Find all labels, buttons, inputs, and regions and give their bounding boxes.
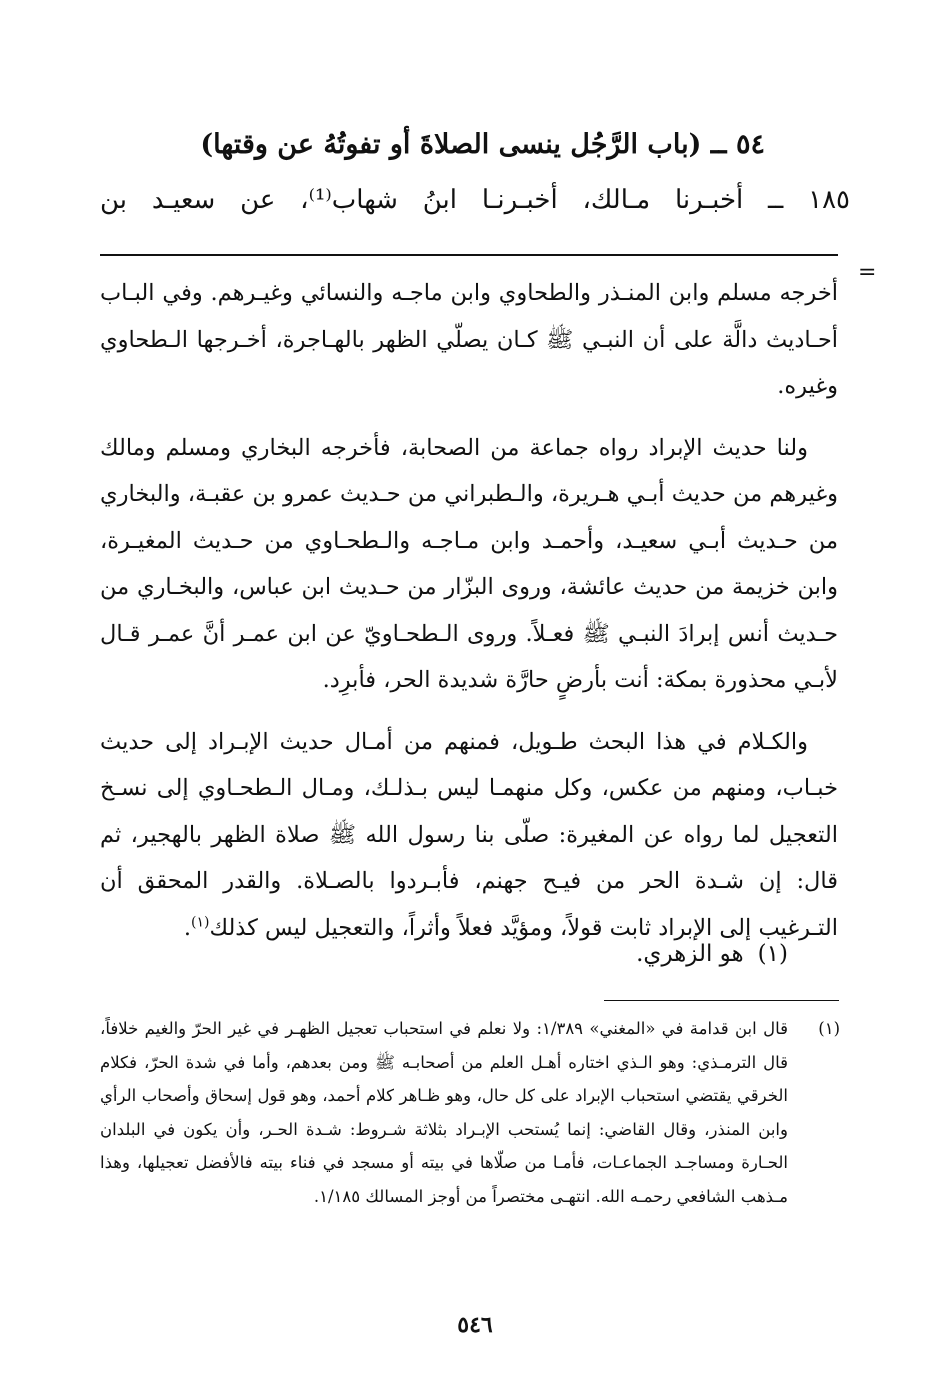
continuation-mark: =: [858, 260, 877, 285]
footnote-text: قال ابن قدامة في «المغني» ١/٣٨٩: ولا نعلم في استحباب تعجيل الظهـر في غير الحرّ والغيم خلافاً، قال الترمـذي: وهو الـذي اختاره أهـل العلم من أصحابـه ﷺ ومن بعدهم، وأما في شدة الحرّ، فكلام الخرقي يقتضي استحباب الإبراد على كل حال، وهو ظـاهر كلام أحمد، وهو قول إسحاق وأصحاب الرأي وابن المنذر، وقال القاضي: إنما يُستحب الإبـراد بثلاثة شـروط: شـدة الحـر، وأن يكون في البلدان الحـارة ومساجـد الجماعـات، فأمـا من صلّاها في بيته أو مسجد في فناء بيته فالأفضل تعجيلها، وهذا مـذهب الشافعي رحمـه الله. انتهـى مختصراً من أوجز المسالك ١/١٨٥.: [100, 1019, 788, 1206]
footnotes-block: [100, 1012, 840, 1213]
commentary-paragraph-3: [100, 719, 838, 952]
footnote-number: (١): [818, 1019, 840, 1038]
footnote-reference-mark: (١): [191, 914, 210, 930]
text-commentary-divider: [100, 254, 838, 256]
footnote-item: [100, 1012, 840, 1213]
footnote-separator: [604, 1000, 839, 1001]
commentary-paragraph-3-end: .: [183, 914, 192, 941]
narrator-footnote: [636, 932, 788, 976]
chapter-title: ٥٤ ــ (باب الرَّجُل ينسى الصلاةَ أو تفوتُهُ عن وقتها): [200, 129, 765, 160]
narrator-footnote-text: هو الزهري.: [636, 941, 744, 967]
commentary-paragraph-2: ولنا حديث الإبراد رواه جماعة من الصحابة، فأخرجه البخاري ومسلم ومالك وغيرهم من حديث أبـي هـريرة، والـطبراني من حـديث عمرو بن عقبـة، والبخاري من حـديث أبـي سعيـد، وأحمـد وابن مـاجـه والـطحـاوي من حـديث المغيـرة، وابن خزيمة من حديث عائشة، وروى البزّار من حـديث ابن عباس، والبخـاري من حـديث أنس إبرادَ النبـي ﷺ فعـلاً. وروى الـطحـاويّ عن ابن عمـر أنَّ عمـر قـال لأبـي محذورة بمكة: أنت بأرضٍ حارَّة شديدة الحر، فأبرِد.: [100, 434, 838, 693]
commentary-paragraph-3-text: والكـلام في هذا البحث طـويل، فمنهم من أمـال حديث الإبـراد إلى حديث خبـاب، ومنهم من عكس، وكل منهمـا ليس بـذلـك، ومـال الـطحـاوي إلى نسـخ التعجيل لما رواه عن المغيرة: صلّى بنا رسول الله ﷺ صلاة الظهر بالهجير، ثم قال: إن شـدة الحر من فيـح جهنم، فأبـردوا بالصـلاة. والقدر المحقق أن التـرغيب إلى الإبراد ثابت قولاً، ومؤيَّد فعلاً وأثراً، والتعجيل ليس كذلك: [100, 728, 838, 941]
commentary-paragraph-1: أخرجه مسلم وابن المنـذر والطحاوي وابن ماجـه والنسائي وغيـرهم. وفي البـاب أحـاديث دالَّة على أن النبـي ﷺ كـان يصلّي الظهر بالهـاجرة، أخـرجها الـطحاوي وغيره.: [100, 280, 838, 399]
commentary-block: [100, 270, 838, 966]
narrator-footnote-number: (١): [757, 941, 788, 967]
page-number: ٥٤٦: [457, 1312, 493, 1338]
hadith-line: ١٨٥ ــ أخبـرنا مـالك، أخبـرنـا ابنُ شهاب⁽¹⁾، عن سعيـد بن: [100, 185, 851, 215]
